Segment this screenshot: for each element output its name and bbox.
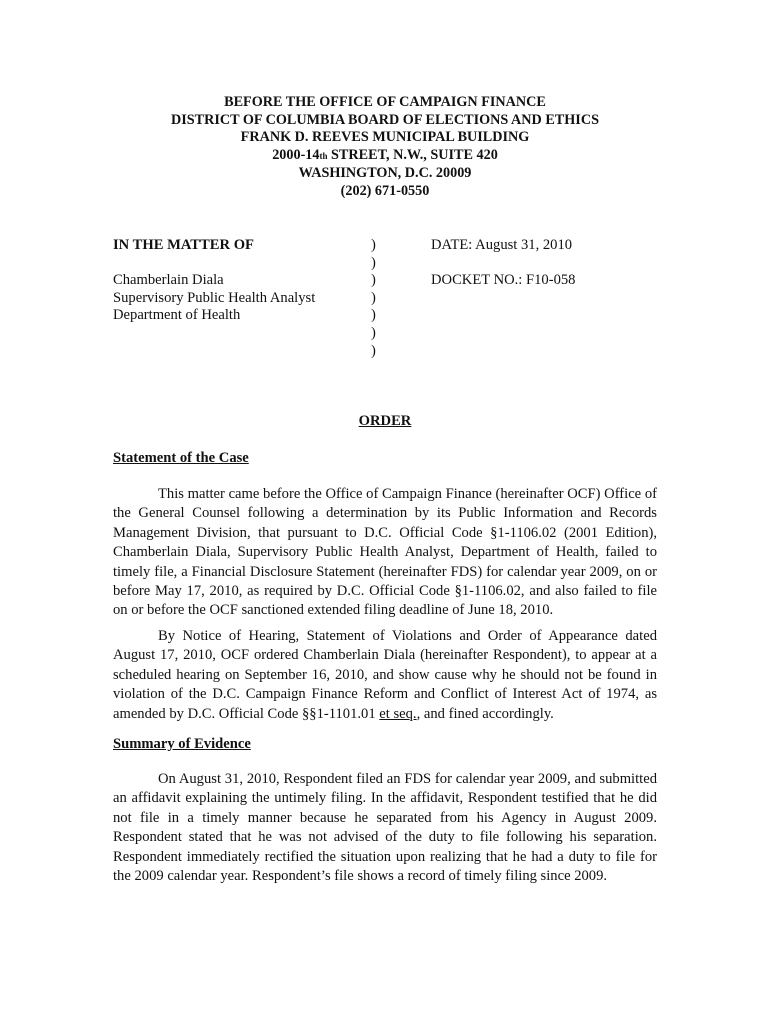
evidence-paragraph-1: On August 31, 2010, Respondent filed an FDS for calendar year 2009, and submitted an affidavit explaining the untimely filing. In the affidavit, Respondent testified that he did not file in a timely manner because he separated from his Agency in August 2009. Respondent stated that he was not advised of the duty to file following his separation. Respondent immediately rectified the situation upon realizing that he had a duty to file for the 2009 calendar year. Respondent’s file shows a record of timely filing since 2009. <box>113 771 657 885</box>
header-city: WASHINGTON, D.C. 20009 <box>298 165 472 182</box>
matter-heading: IN THE MATTER OF <box>113 237 254 253</box>
case-caption <box>0 237 770 377</box>
paragraph-text: By Notice of Hearing, Statement of Violations and Order of Appearance dated August 17, 2010, OCF ordered Chamberlain Diala (hereinafter Respondent), to appear at a scheduled hearing on September 16, 2010, and show cause why he should not be found in violation of the D.C. Campaign Finance Reform and Conflict of Interest Act of 1974, as amended by D.C. Official Code §§1-1101.01 <box>113 628 657 722</box>
divider-paren: ) <box>371 289 376 306</box>
paragraph-text: , and fined accordingly. <box>416 705 554 722</box>
respondent-department: Department of Health <box>113 307 241 324</box>
statement-paragraph-1: This matter came before the Office of Campaign Finance (hereinafter OCF) Office of the General Counsel following a determination by its Public Information and Records Management Division, that pursuant to D.C. Official Code §1-1106.02 (2001 Edition), Chamberlain Diala, Supervisory Public Health Analyst, Department of Health, failed to timely file, a Financial Disclosure Statement (hereinafter FDS) for calendar year 2009, on or before May 17, 2010, as required by D.C. Official Code §1-1106.02, and also failed to file on or before the OCF sanctioned extended filing deadline of June 18, 2010. <box>113 486 657 619</box>
statement-heading: Statement of the Case <box>113 450 249 466</box>
street-number: 2000-14 <box>272 146 320 163</box>
evidence-heading: Summary of Evidence <box>113 736 251 752</box>
divider-paren: ) <box>371 307 376 324</box>
caption-left <box>113 237 373 325</box>
divider-paren: ) <box>371 342 376 359</box>
header-building: FRANK D. REEVES MUNICIPAL BUILDING <box>240 129 530 146</box>
caption-divider <box>371 237 383 360</box>
docket-number: DOCKET NO.: F10-058 <box>431 272 576 289</box>
order-date: DATE: August 31, 2010 <box>431 237 573 253</box>
divider-paren: ) <box>371 272 376 289</box>
caption-right <box>431 237 671 290</box>
header-street <box>0 147 770 166</box>
header-board: DISTRICT OF COLUMBIA BOARD OF ELECTIONS AND ETHICS <box>171 111 599 128</box>
divider-paren: ) <box>371 324 376 341</box>
document-header <box>0 94 770 201</box>
respondent-name: Chamberlain Diala <box>113 272 224 289</box>
divider-paren: ) <box>371 254 376 271</box>
divider-paren: ) <box>371 237 376 253</box>
respondent-title: Supervisory Public Health Analyst <box>113 289 316 306</box>
et-seq-text: et seq. <box>379 705 417 722</box>
header-phone: (202) 671-0550 <box>340 182 430 199</box>
statement-paragraph-2 <box>113 627 657 724</box>
street-rest: STREET, N.W., SUITE 420 <box>327 146 498 163</box>
header-office: BEFORE THE OFFICE OF CAMPAIGN FINANCE <box>224 94 546 110</box>
order-title: ORDER <box>358 413 412 429</box>
street-suffix: th <box>319 150 328 161</box>
